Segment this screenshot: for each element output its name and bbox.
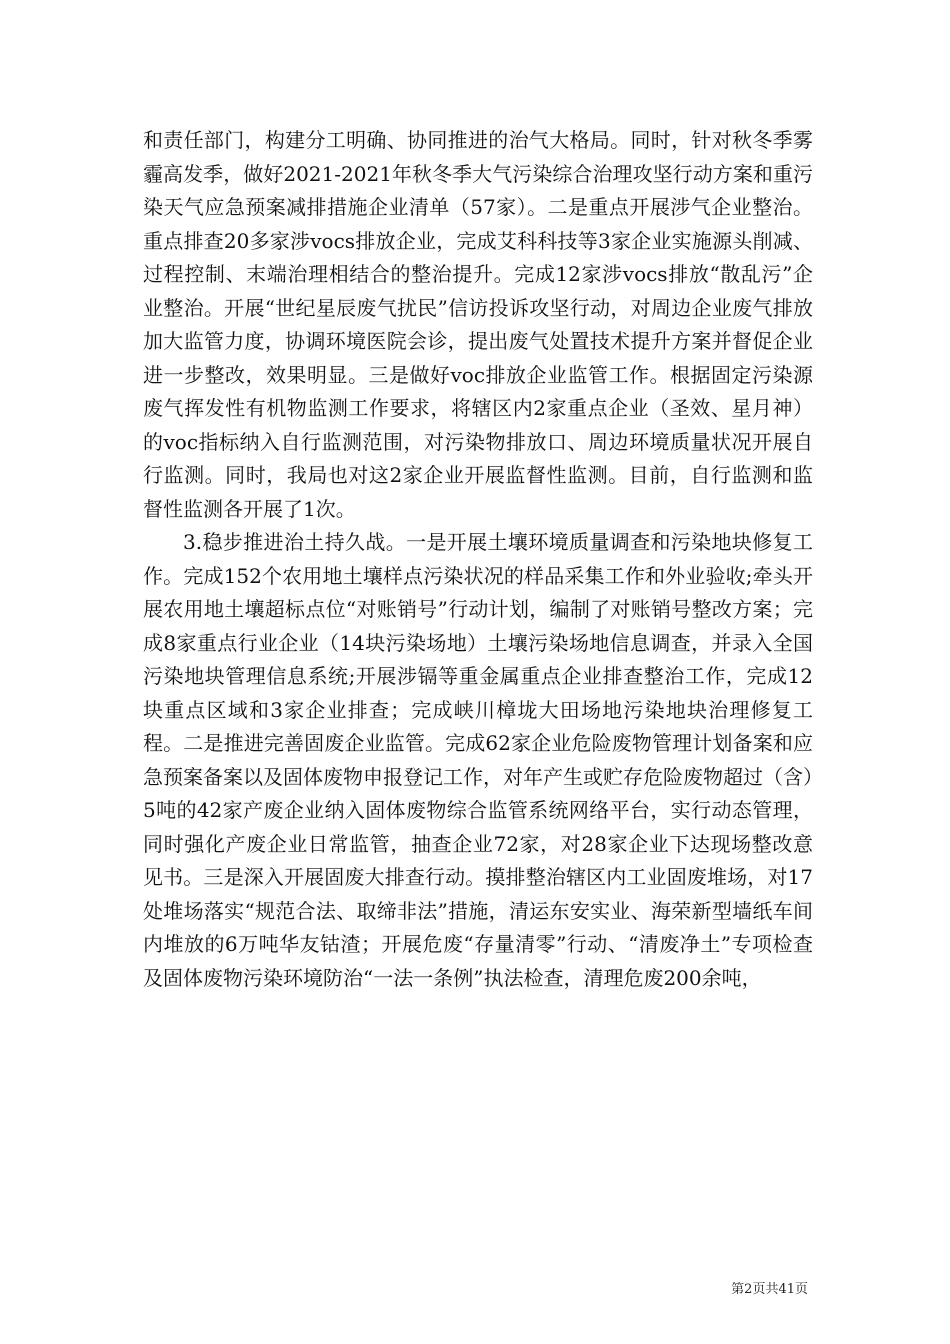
document-body	[143, 124, 813, 995]
paragraph-soil-pollution: 3.稳步推进治土持久战。一是开展土壤环境质量调查和污染地块修复工作。完成152个农用地土壤样点污染状况的样品采集工作和外业验收;牵头开展农用地土壤超标点位“对账销号”行动计划，编制了对账销号整改方案；完成8家重点行业企业（14块污染场地）土壤污染场地信息调查，并录入全国污染地块管理信息系统;开展涉镉等重金属重点企业排查整治工作，完成12块重点区域和3家企业排查；完成峡川樟垅大田场地污染地块治理修复工程。二是推进完善固废企业监管。完成62家企业危险废物管理计划备案和应急预案备案以及固体废物申报登记工作，对年产生或贮存危险废物超过（含）5吨的42家产废企业纳入固体废物综合监管系统网络平台，实行动态管理，同时强化产废企业日常监管，抽查企业72家，对28家企业下达现场整改意见书。三是深入开展固废大排查行动。摸排整治辖区内工业固废堆场，对17处堆场落实“规范合法、取缔非法”措施，清运东安实业、海荣新型墙纸车间内堆放的6万吨华友钴渣；开展危废“存量清零”行动、“清废净土”专项检查及固体废物污染环境防治“一法一条例”执法检查，清理危废200余吨，	[143, 530, 813, 990]
paragraph-continuation: 和责任部门，构建分工明确、协同推进的治气大格局。同时，针对秋冬季雾霾高发季，做好2021-2021年秋冬季大气污染综合治理攻坚行动方案和重污染天气应急预案减排措施企业清单（57家）。二是重点开展涉气企业整治。重点排查20多家涉vocs排放企业，完成艾科科技等3家企业实施源头削减、过程控制、末端治理相结合的整治提升。完成12家涉vocs排放“散乱污”企业整治。开展“世纪星辰废气扰民”信访投诉攻坚行动，对周边企业废气排放加大监管力度，协调环境医院会诊，提出废气处置技术提升方案并督促企业进一步整改，效果明显。三是做好voc排放企业监管工作。根据固定污染源废气挥发性有机物监测工作要求，将辖区内2家重点企业（圣效、星月神）的voc指标纳入自行监测范围，对污染物排放口、周边环境质量状况开展自行监测。同时，我局也对这2家企业开展监督性监测。目前，自行监测和监督性监测各开展了1次。	[143, 128, 813, 521]
page-number-label: 第2页共41页	[731, 1282, 808, 1297]
page-footer	[0, 1278, 808, 1297]
